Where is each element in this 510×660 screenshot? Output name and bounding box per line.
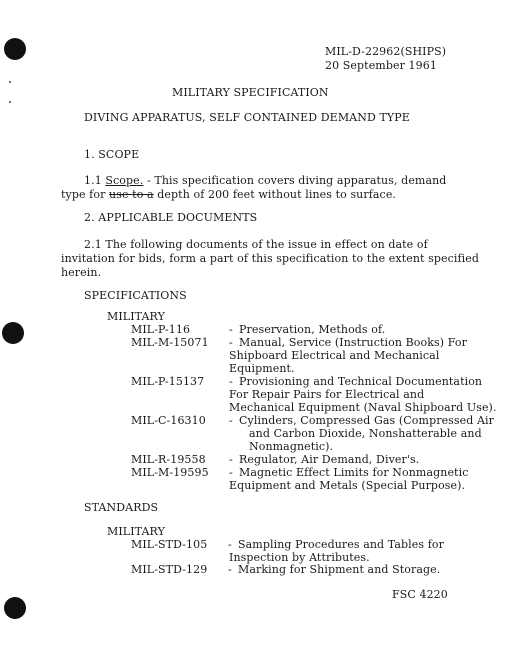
scope-paragraph-line-2 [61, 188, 396, 201]
scan-speck [9, 81, 11, 83]
spec-item-dash: - [229, 336, 233, 349]
specifications-heading: SPECIFICATIONS [84, 289, 187, 302]
fsc-code: FSC 4220 [392, 588, 448, 601]
standard-item-desc: Sampling Procedures and Tables for [238, 538, 444, 551]
spec-item-id: MIL-M-19595 [131, 466, 209, 479]
spec-item-id: MIL-P-15137 [131, 375, 205, 388]
spec-item-id: MIL-C-16310 [131, 414, 206, 427]
standard-item-dash: - [228, 563, 232, 576]
spec-item-id: MIL-P-116 [131, 323, 191, 336]
spec-item-desc-cont: and Carbon Dioxide, Nonshatterable and [249, 427, 482, 440]
standard-item-desc: Marking for Shipment and Storage. [238, 563, 441, 576]
scan-speck [9, 101, 11, 103]
spec-item-desc: Provisioning and Technical Documentation [239, 375, 483, 388]
spec-item-desc-cont: Nonmagnetic). [249, 440, 334, 453]
applicable-docs-line-2: invitation for bids, form a part of this specification to the extent specified [61, 252, 480, 265]
scope-para-number: 1.1 [84, 174, 102, 187]
scope-label: Scope. [105, 174, 144, 187]
standard-item-id: MIL-STD-105 [131, 538, 208, 551]
spec-item-dash: - [229, 323, 233, 336]
scope-text: - This specification covers diving apparatus, demand [143, 174, 447, 187]
spec-item-desc-cont: Mechanical Equipment (Naval Shipboard Use). [229, 401, 497, 414]
standards-heading: STANDARDS [84, 501, 159, 514]
standard-item-desc-cont: Inspection by Attributes. [229, 551, 370, 564]
scope-text-a: type for [61, 188, 110, 201]
spec-item-desc: Preservation, Methods of. [239, 323, 386, 336]
spec-item-desc: Manual, Service (Instruction Books) For [239, 336, 467, 349]
document-title: MILITARY SPECIFICATION [172, 86, 329, 99]
spec-number: MIL-D-22962(SHIPS) [325, 45, 447, 58]
spec-item-desc: Cylinders, Compressed Gas (Compressed Air [239, 414, 495, 427]
spec-item-dash: - [229, 414, 233, 427]
spec-item-dash: - [229, 466, 233, 479]
scope-struck-text: use to a [109, 188, 154, 201]
punch-hole-bottom [4, 597, 26, 619]
standard-item-id: MIL-STD-129 [131, 563, 208, 576]
spec-item-desc-cont: Shipboard Electrical and Mechanical [229, 349, 440, 362]
spec-item-dash: - [229, 453, 233, 466]
scope-paragraph-line-1 [84, 174, 446, 187]
spec-date: 20 September 1961 [325, 59, 437, 72]
punch-hole-middle [2, 322, 24, 344]
applicable-docs-line-3: herein. [61, 266, 102, 279]
spec-item-desc: Magnetic Effect Limits for Nonmagnetic [239, 466, 469, 479]
spec-item-desc-cont: Equipment. [229, 362, 295, 375]
section-1-heading: 1. SCOPE [84, 148, 140, 161]
spec-item-desc: Regulator, Air Demand, Diver's. [239, 453, 420, 466]
spec-item-dash: - [229, 375, 233, 388]
spec-item-desc-cont: Equipment and Metals (Special Purpose). [229, 479, 466, 492]
standards-group-heading: MILITARY [107, 525, 165, 538]
scope-text-b: depth of 200 feet without lines to surface. [153, 188, 397, 201]
specifications-group-heading: MILITARY [107, 310, 165, 323]
spec-item-id: MIL-R-19558 [131, 453, 206, 466]
spec-item-id: MIL-M-15071 [131, 336, 209, 349]
punch-hole-top [4, 38, 26, 60]
applicable-docs-line-1: 2.1 The following documents of the issue in effect on date of [84, 238, 428, 251]
spec-item-desc-cont: For Repair Pairs for Electrical and [229, 388, 425, 401]
standard-item-dash: - [228, 538, 232, 551]
section-2-heading: 2. APPLICABLE DOCUMENTS [84, 211, 258, 224]
document-subtitle: DIVING APPARATUS, SELF CONTAINED DEMAND TYPE [84, 111, 410, 124]
